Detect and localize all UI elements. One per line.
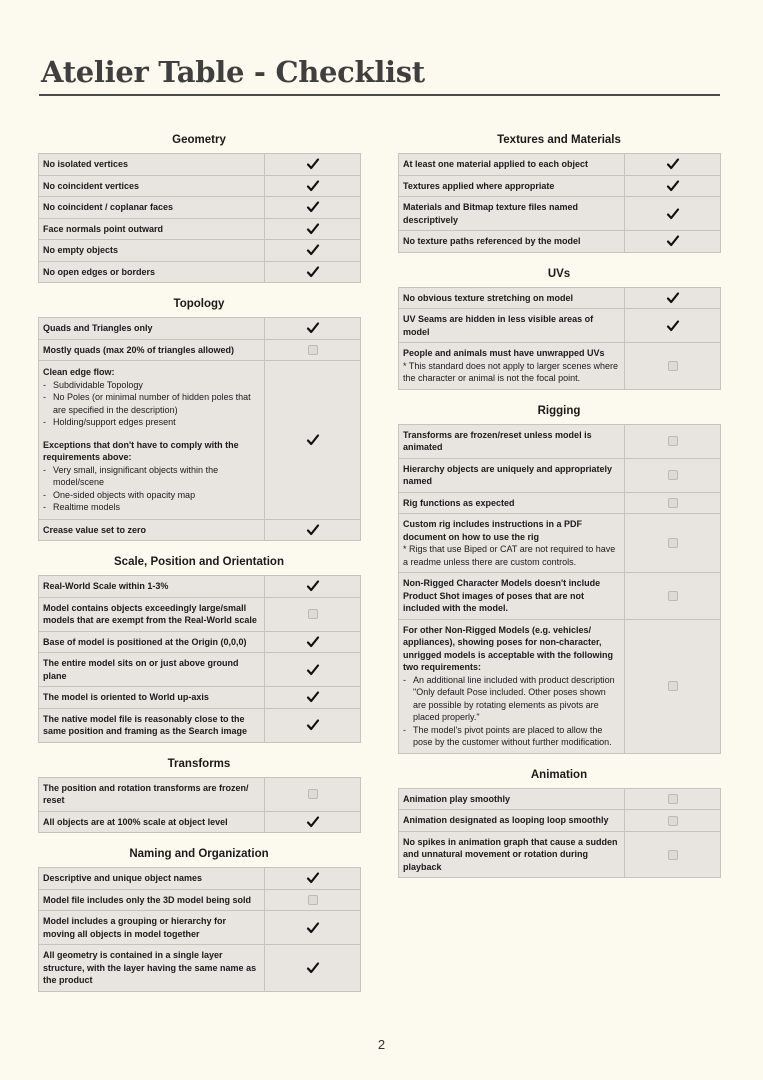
section-title: Topology — [173, 298, 225, 310]
table-row — [399, 514, 721, 573]
checkmark-icon — [306, 523, 320, 537]
empty-checkbox-icon — [668, 591, 678, 601]
table-row — [399, 424, 721, 458]
checkmark-icon — [666, 234, 680, 248]
table-row — [39, 777, 361, 811]
section-title: Rigging — [537, 404, 581, 417]
checkmark-icon — [306, 579, 320, 593]
checkbox-cell[interactable] — [265, 777, 361, 811]
item-label: The position and rotation transforms are frozen/ reset — [39, 777, 265, 811]
empty-checkbox-icon — [668, 816, 678, 826]
table-row — [39, 318, 361, 340]
table-row — [39, 687, 361, 709]
item-label: All objects are at 100% scale at object level — [39, 811, 265, 833]
empty-checkbox-icon — [668, 681, 678, 691]
item-label: No spikes in animation graph that cause a sudden and unnatural movement or rotation during playback — [399, 831, 625, 878]
table-row — [399, 287, 721, 309]
item-heading: Exceptions that don't have to comply with the requirements above: — [43, 439, 239, 462]
list-item: - The model's pivot points are placed to allow the pose by the customer without further modification. — [403, 724, 620, 749]
item-label: Animation designated as looping loop smoothly — [399, 810, 625, 832]
table-row — [399, 175, 721, 197]
table-row — [39, 911, 361, 945]
item-label: No obvious texture stretching on model — [399, 287, 625, 309]
list-item: - Subdividable Topology — [43, 379, 260, 392]
checkmark-icon — [306, 871, 320, 885]
empty-checkbox-icon — [668, 794, 678, 804]
table-row — [39, 868, 361, 890]
checkmark-icon — [306, 433, 320, 447]
item-label: Rig functions as expected — [399, 492, 625, 514]
item-label: All geometry is contained in a single layer structure, with the layer having the same name as the product — [39, 945, 265, 992]
checkbox-cell[interactable] — [625, 788, 721, 810]
checkbox-cell[interactable] — [625, 492, 721, 514]
checkmark-icon — [306, 321, 320, 335]
checkbox-cell[interactable] — [625, 514, 721, 573]
checkbox-cell[interactable] — [265, 318, 361, 340]
section-title: Textures and Materials — [497, 134, 621, 146]
checkbox-cell[interactable] — [625, 175, 721, 197]
table-row — [39, 576, 361, 598]
checkbox-cell[interactable] — [625, 309, 721, 343]
section-title: Animation — [530, 768, 588, 781]
checkbox-cell[interactable] — [625, 619, 721, 753]
checkbox-cell[interactable] — [625, 287, 721, 309]
checkbox-cell[interactable] — [265, 945, 361, 992]
checkbox-cell[interactable] — [265, 154, 361, 176]
checkbox-cell[interactable] — [625, 458, 721, 492]
section-title: Transforms — [167, 757, 231, 770]
checkbox-cell[interactable] — [265, 868, 361, 890]
section-title: Naming and Organization — [129, 848, 269, 860]
table-row — [399, 231, 721, 253]
table-row — [39, 361, 361, 520]
checkmark-icon — [306, 222, 320, 236]
item-label — [399, 619, 625, 753]
table-row — [399, 343, 721, 390]
checkmark-icon — [306, 200, 320, 214]
checkbox-cell[interactable] — [265, 911, 361, 945]
checkbox-cell[interactable] — [265, 175, 361, 197]
checklist-table — [38, 575, 361, 743]
item-label: Model file includes only the 3D model being sold — [39, 889, 265, 911]
empty-checkbox-icon — [668, 436, 678, 446]
item-heading: For other Non-Rigged Models (e.g. vehicles/ appliances), showing poses for non-character, unrigged models is acceptable with the following two requirements: — [403, 624, 614, 672]
checklist-table — [38, 777, 361, 834]
item-label — [399, 514, 625, 573]
table-row — [399, 573, 721, 620]
table-row — [39, 218, 361, 240]
section-textures — [398, 133, 720, 253]
list-item: - Realtime models — [43, 501, 260, 514]
item-note: * Rigs that use Biped or CAT are not required to have a readme unless there are custom controls. — [403, 544, 616, 567]
title-divider — [39, 94, 720, 96]
checkmark-icon — [666, 157, 680, 171]
checkbox-cell[interactable] — [625, 343, 721, 390]
list-item: - Very small, insignificant objects within the model/scene — [43, 464, 260, 489]
table-row — [399, 492, 721, 514]
checklist-table — [398, 153, 721, 253]
table-row — [39, 631, 361, 653]
checkmark-icon — [306, 157, 320, 171]
empty-checkbox-icon — [668, 538, 678, 548]
item-label — [39, 361, 265, 520]
checkmark-icon — [306, 690, 320, 704]
item-label: Non-Rigged Character Models doesn't include Product Shot images of poses that are not included with the model. — [399, 573, 625, 620]
page-number: 2 — [377, 1037, 386, 1052]
checkbox-cell[interactable] — [265, 889, 361, 911]
section-title: UVs — [547, 267, 571, 280]
item-label: The model is oriented to World up-axis — [39, 687, 265, 709]
section-uvs — [398, 267, 720, 390]
empty-checkbox-icon — [308, 895, 318, 905]
table-row — [399, 458, 721, 492]
checkbox-cell[interactable] — [625, 831, 721, 878]
item-label: Crease value set to zero — [39, 519, 265, 541]
checklist-table — [398, 424, 721, 754]
right-column — [398, 133, 720, 890]
checklist-table — [398, 788, 721, 879]
list-item: - Holding/support edges present — [43, 416, 260, 429]
checkbox-cell[interactable] — [265, 197, 361, 219]
checkbox-cell[interactable] — [625, 810, 721, 832]
item-label: Model includes a grouping or hierarchy for moving all objects in model together — [39, 911, 265, 945]
checkbox-cell[interactable] — [625, 573, 721, 620]
item-label: Base of model is positioned at the Origin (0,0,0) — [39, 631, 265, 653]
checkbox-cell[interactable] — [625, 154, 721, 176]
list-item: - One-sided objects with opacity map — [43, 489, 260, 502]
item-heading: People and animals must have unwrapped UVs — [403, 348, 605, 358]
item-label: Mostly quads (max 20% of triangles allowed) — [39, 339, 265, 361]
item-label: Hierarchy objects are uniquely and appropriately named — [399, 458, 625, 492]
checkmark-icon — [306, 921, 320, 935]
checkbox-cell[interactable] — [265, 597, 361, 631]
table-row — [39, 240, 361, 262]
table-row — [399, 831, 721, 878]
empty-checkbox-icon — [308, 345, 318, 355]
item-label: Textures applied where appropriate — [399, 175, 625, 197]
checkmark-icon — [666, 319, 680, 333]
checkmark-icon — [306, 718, 320, 732]
checkmark-icon — [306, 663, 320, 677]
item-heading: Clean edge flow: — [43, 367, 115, 377]
spacer — [43, 429, 260, 439]
item-label: No coincident / coplanar faces — [39, 197, 265, 219]
section-rigging — [398, 404, 720, 754]
empty-checkbox-icon — [668, 498, 678, 508]
empty-checkbox-icon — [668, 470, 678, 480]
checkbox-cell[interactable] — [265, 687, 361, 709]
checkmark-icon — [666, 291, 680, 305]
section-title: Scale, Position and Orientation — [114, 556, 284, 568]
checkmark-icon — [306, 179, 320, 193]
empty-checkbox-icon — [668, 850, 678, 860]
bullet-list — [403, 674, 620, 749]
checklist-table — [38, 867, 361, 992]
table-row — [39, 597, 361, 631]
table-row — [39, 339, 361, 361]
checkbox-cell[interactable] — [265, 339, 361, 361]
checkbox-cell[interactable] — [265, 218, 361, 240]
table-row — [39, 519, 361, 541]
checkmark-icon — [306, 243, 320, 257]
checkmark-icon — [666, 207, 680, 221]
bullet-list — [43, 379, 260, 429]
item-label: Transforms are frozen/reset unless model is animated — [399, 424, 625, 458]
item-label: No open edges or borders — [39, 261, 265, 283]
table-row — [399, 788, 721, 810]
checklist-table — [38, 317, 361, 541]
table-row — [39, 653, 361, 687]
section-scale — [38, 555, 360, 743]
checkbox-cell[interactable] — [265, 631, 361, 653]
table-row — [39, 945, 361, 992]
section-animation — [398, 768, 720, 879]
item-heading: Custom rig includes instructions in a PDF document on how to use the rig — [403, 519, 583, 542]
item-label — [399, 343, 625, 390]
checkmark-icon — [306, 635, 320, 649]
item-label: Real-World Scale within 1-3% — [39, 576, 265, 598]
checkbox-cell[interactable] — [625, 424, 721, 458]
empty-checkbox-icon — [308, 789, 318, 799]
section-geometry — [38, 133, 360, 283]
item-label: Model contains objects exceedingly large/small models that are exempt from the Real-World scale — [39, 597, 265, 631]
item-label: No coincident vertices — [39, 175, 265, 197]
table-row — [399, 154, 721, 176]
checkmark-icon — [306, 961, 320, 975]
item-label: No isolated vertices — [39, 154, 265, 176]
item-label: Animation play smoothly — [399, 788, 625, 810]
empty-checkbox-icon — [308, 609, 318, 619]
checkbox-cell[interactable] — [625, 197, 721, 231]
table-row — [39, 889, 361, 911]
item-label: Materials and Bitmap texture files named descriptively — [399, 197, 625, 231]
table-row — [399, 309, 721, 343]
table-row — [39, 261, 361, 283]
checkbox-cell[interactable] — [265, 811, 361, 833]
checkmark-icon — [306, 265, 320, 279]
checkmark-icon — [306, 815, 320, 829]
table-row — [39, 811, 361, 833]
item-label: No empty objects — [39, 240, 265, 262]
list-item: - An additional line included with product description "Only default Pose included. Other poses shown are possible by rotating elements as pivots are placed properly." — [403, 674, 620, 724]
table-row — [39, 154, 361, 176]
table-row — [39, 175, 361, 197]
item-label: Quads and Triangles only — [39, 318, 265, 340]
checkbox-cell[interactable] — [265, 576, 361, 598]
left-column — [38, 133, 360, 1004]
section-naming — [38, 847, 360, 992]
section-transforms — [38, 757, 360, 834]
item-label: The native model file is reasonably close to the same position and framing as the Search image — [39, 708, 265, 742]
table-row — [39, 197, 361, 219]
item-label: No texture paths referenced by the model — [399, 231, 625, 253]
item-label: The entire model sits on or just above ground plane — [39, 653, 265, 687]
checklist-table — [398, 287, 721, 390]
item-label: Descriptive and unique object names — [39, 868, 265, 890]
table-row — [39, 708, 361, 742]
item-label: At least one material applied to each object — [399, 154, 625, 176]
checklist-table — [38, 153, 361, 283]
checkbox-cell[interactable] — [265, 653, 361, 687]
checkbox-cell[interactable] — [265, 708, 361, 742]
list-item: - No Poles (or minimal number of hidden poles that are specified in the description) — [43, 391, 260, 416]
checkbox-cell[interactable] — [265, 240, 361, 262]
empty-checkbox-icon — [668, 361, 678, 371]
table-row — [399, 197, 721, 231]
checkbox-cell[interactable] — [265, 261, 361, 283]
section-title: Geometry — [172, 134, 226, 146]
section-topology — [38, 297, 360, 541]
table-row — [399, 810, 721, 832]
item-label: UV Seams are hidden in less visible areas of model — [399, 309, 625, 343]
checkbox-cell[interactable] — [265, 361, 361, 520]
item-label: Face normals point outward — [39, 218, 265, 240]
checkbox-cell[interactable] — [265, 519, 361, 541]
page-title: Atelier Table - Checklist — [41, 55, 425, 89]
checkbox-cell[interactable] — [625, 231, 721, 253]
checkmark-icon — [666, 179, 680, 193]
item-note: * This standard does not apply to larger scenes where the character or animal is not the focal point. — [403, 360, 618, 383]
table-row — [399, 619, 721, 753]
bullet-list — [43, 464, 260, 514]
